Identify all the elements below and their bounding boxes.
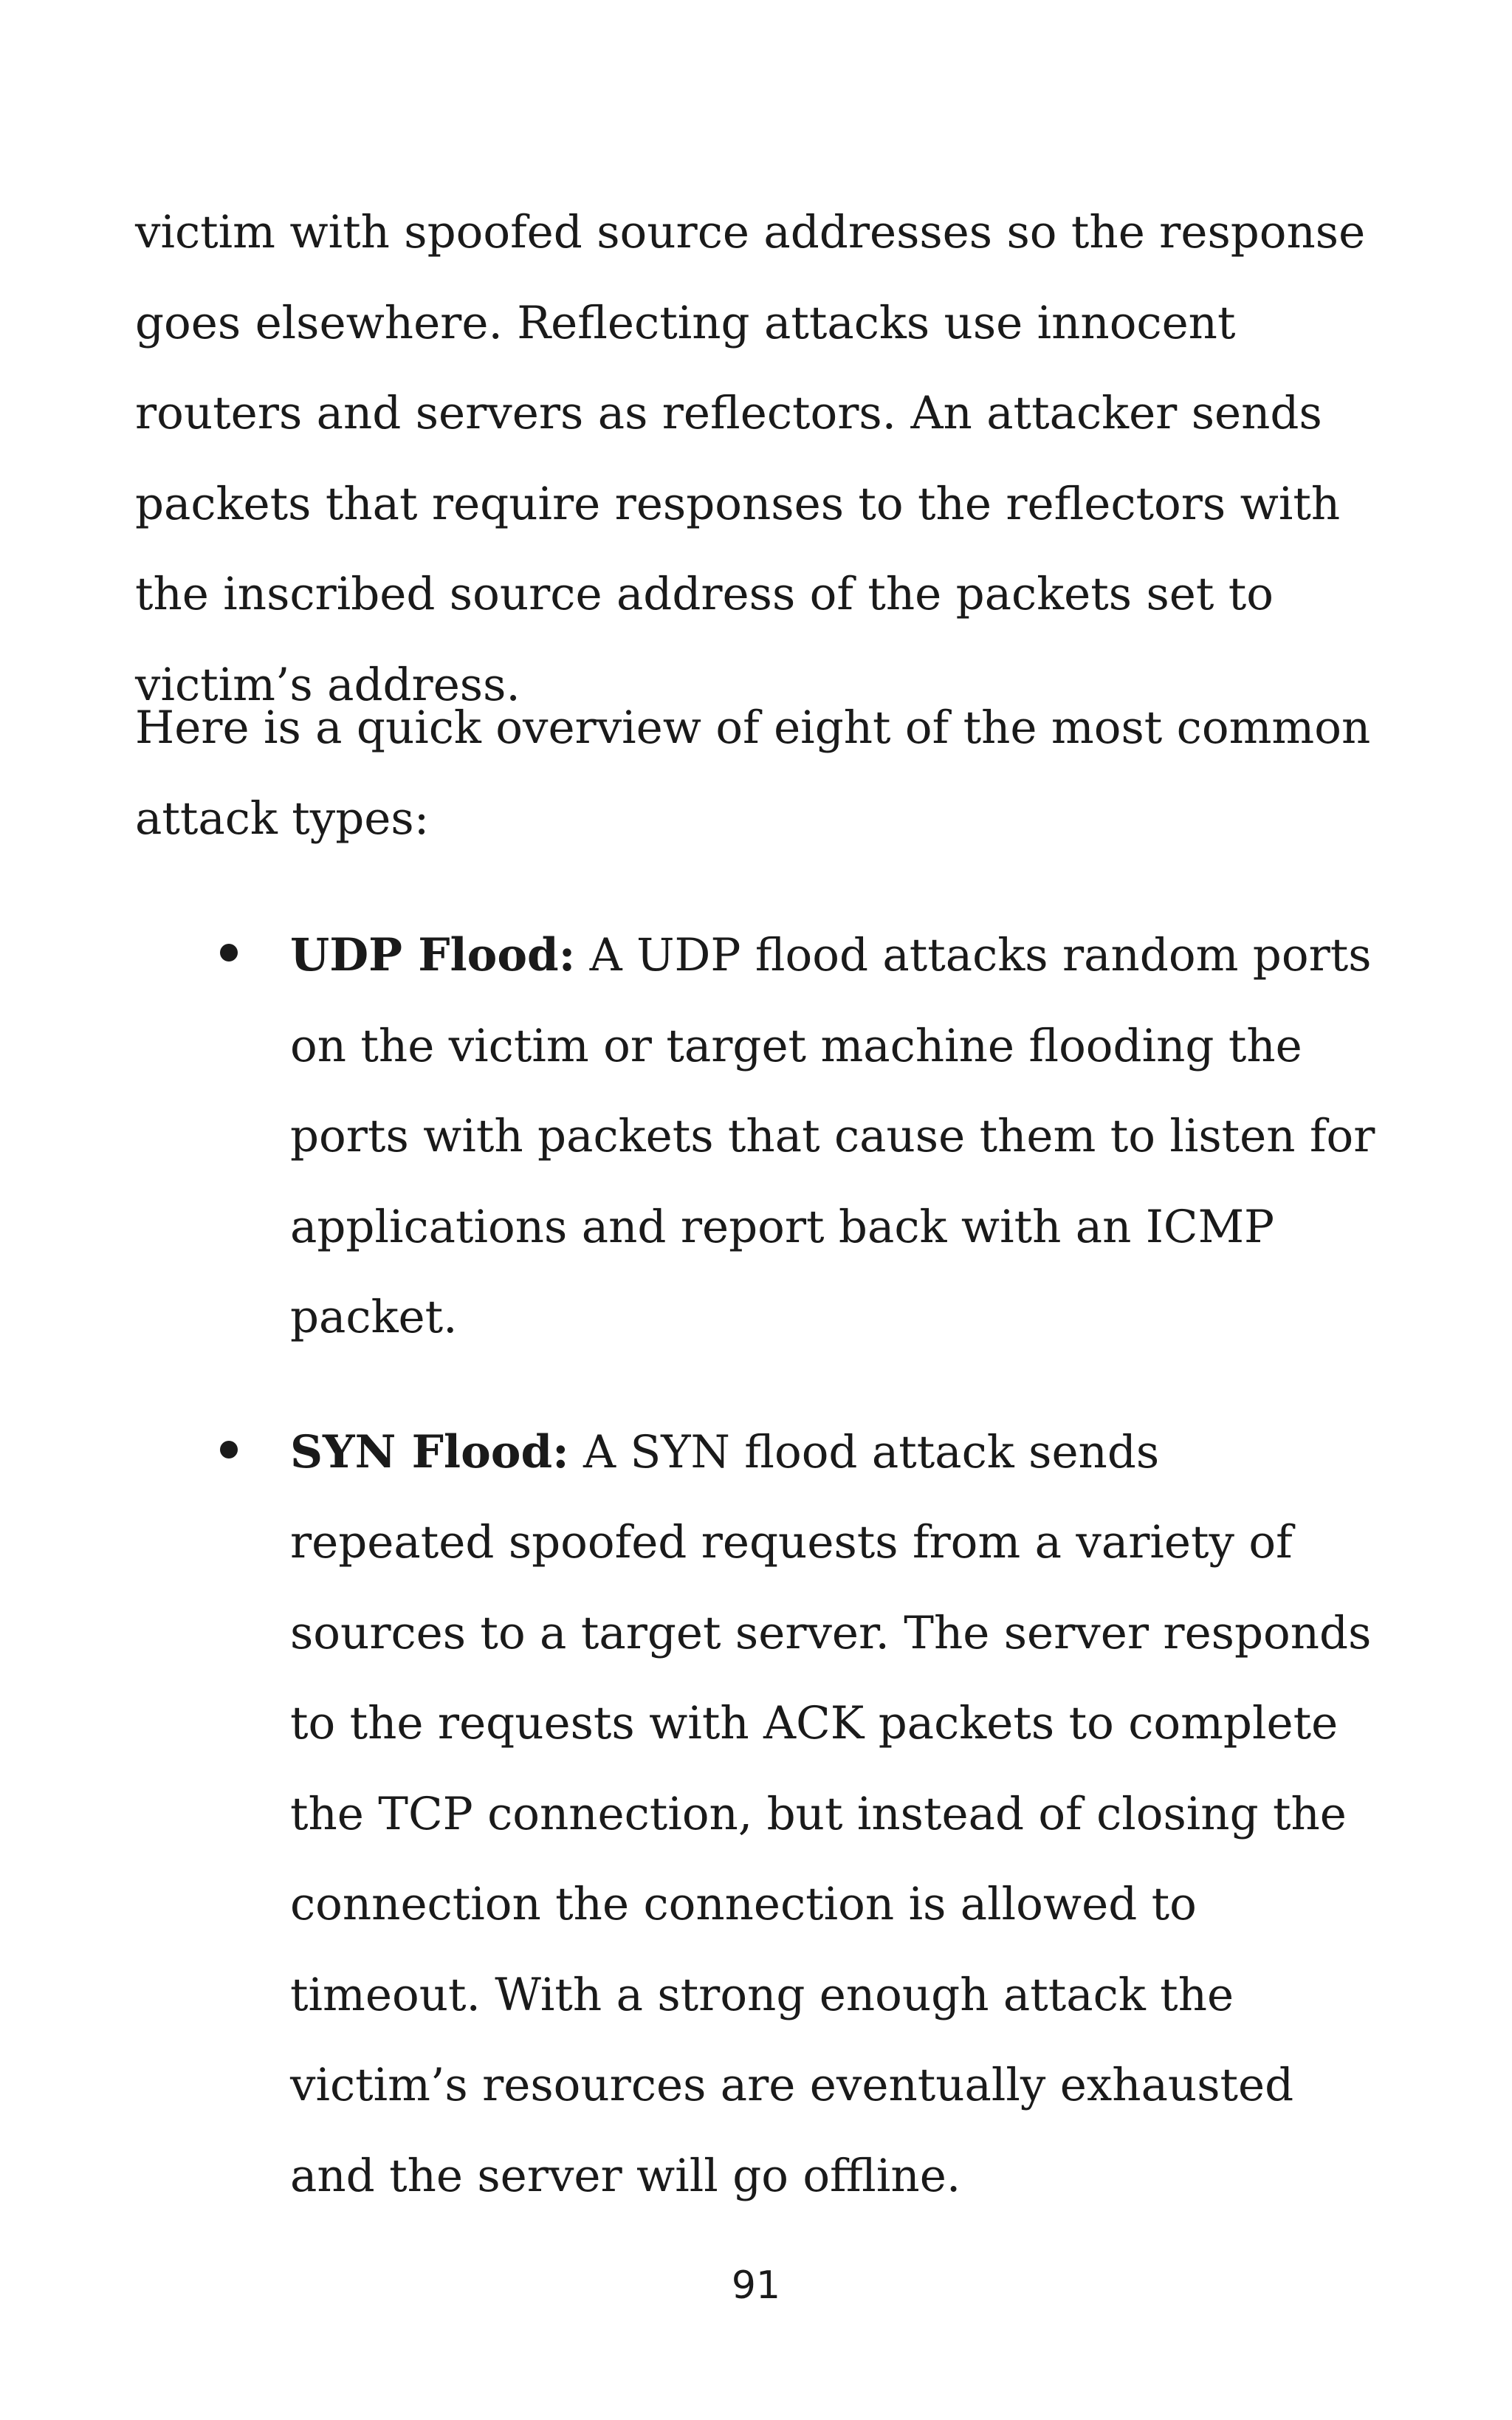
list-item-text	[290, 1408, 1375, 2222]
bullet-icon	[220, 1441, 238, 1458]
bullet-icon	[220, 944, 238, 962]
page-number: 91	[731, 2263, 781, 2308]
body-paragraph: Here is a quick overview of eight of the most common attack types:	[135, 702, 1371, 845]
list-item-term: UDP Flood:	[290, 929, 576, 981]
body-paragraph: victim with spoofed source addresses so the response goes elsewhere. Reflecting attacks use innocent routers and servers as reflectors. An attacker sends packets that require responses to the reflectors with the inscribed source address of the packets set to victim’s address.	[135, 206, 1366, 711]
attack-type-list	[0, 911, 1512, 2266]
list-item-description: A UDP flood attacks random ports on the victim or target machine flooding the ports with packets that cause them to listen for applications and report back with an ICMP packet.	[290, 929, 1375, 1343]
list-item	[0, 911, 1512, 1363]
list-item-term: SYN Flood:	[290, 1425, 569, 1478]
list-item-description: A SYN flood attack sends repeated spoofed requests from a variety of sources to a target server. The server responds to the requests with ACK packets to complete the TCP connection, but instead of closing the connection the connection is allowed to timeout. With a strong enough attack the victim’s resources are eventually exhausted and the server will go offline.	[290, 1425, 1372, 2202]
list-item	[0, 1408, 1512, 2222]
list-item-text	[290, 911, 1375, 1363]
